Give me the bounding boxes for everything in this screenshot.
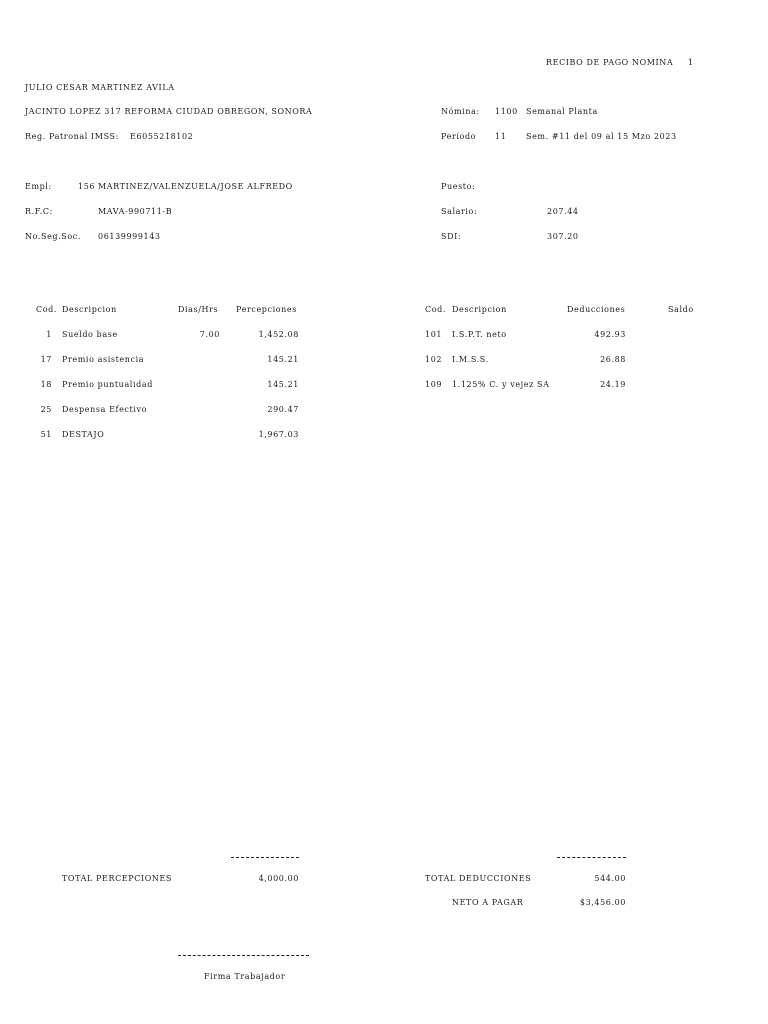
perception-amount: 145.21 [267,355,299,364]
perception-days: 7.00 [199,330,220,339]
sdi-value: 307.20 [547,232,579,241]
perceptions-header-code: Cod. [36,305,58,314]
perception-amount: 145.21 [267,380,299,389]
perceptions-header-amount: Percepciones [236,305,297,314]
total-deductions-value: 544.00 [594,874,626,883]
nss-label: No.Seg.Soc. [25,232,82,241]
deduction-description: 1.125% C. y vejez SA [452,380,550,389]
deduction-description: I.S.P.T. neto [452,330,507,339]
company-address: JACINTO LOPEZ 317 REFORMA CIUDAD OBREGON, SONORA [25,107,313,116]
deduction-code: 101 [425,330,443,339]
perception-code: 25 [40,405,52,414]
sdi-label: SDI: [441,232,462,241]
periodo-label: Período [441,132,477,141]
nomina-label: Nómina: [441,107,480,116]
page-number: 1 [688,58,694,67]
perceptions-total-divider [231,857,299,858]
employee-number: 156 [78,182,96,191]
deduction-amount: 26.88 [600,355,626,364]
nss-value: 06139999143 [98,232,161,241]
company-name: JULIO CESAR MARTINEZ AVILA [25,83,175,92]
total-perceptions-label: TOTAL PERCEPCIONES [62,874,172,883]
reg-patronal-value: E6055218102 [130,132,194,141]
deduction-amount: 24.19 [600,380,626,389]
deduction-code: 109 [425,380,443,389]
perceptions-header-days: Dias/Hrs [178,305,219,314]
deductions-total-divider [557,857,626,858]
perception-code: 17 [40,355,52,364]
deductions-header-code: Cod. [425,305,447,314]
salario-value: 207.44 [547,207,579,216]
deduction-amount: 492.93 [594,330,626,339]
deductions-header-amount: Deducciones [567,305,626,314]
perception-code: 51 [40,430,52,439]
nomina-description: Semanal Planta [526,107,598,116]
perception-description: Despensa Efectivo [62,405,148,414]
perception-description: Premio asistencia [62,355,145,364]
rfc-label: R.F.C: [25,207,53,216]
signature-label: Firma Trabajador [204,972,286,981]
perception-amount: 290.47 [267,405,299,414]
employee-name: MARTINEZ/VALENZUELA/JOSE ALFREDO [98,182,293,191]
puesto-label: Puesto: [441,182,476,191]
perception-description: Sueldo base [62,330,118,339]
signature-line [178,955,309,956]
perception-code: 18 [40,380,52,389]
total-perceptions-value: 4,000.00 [258,874,299,883]
deduction-code: 102 [425,355,443,364]
net-pay-value: $3,456.00 [579,898,626,907]
employee-label: Empl: [25,182,52,191]
periodo-description: Sem. #11 del 09 al 15 Mzo 2023 [526,132,677,141]
perception-description: DESTAJO [62,430,105,439]
perception-description: Premio puntualidad [62,380,153,389]
salario-label: Salario: [441,207,478,216]
nomina-code: 1100 [495,107,518,116]
receipt-title: RECIBO DE PAGO NOMINA [546,58,674,67]
periodo-number: 11 [495,132,507,141]
perception-amount: 1,452.08 [258,330,299,339]
deductions-header-description: Descripcion [452,305,507,314]
perception-amount: 1,967.03 [258,430,299,439]
total-deductions-label: TOTAL DEDUCCIONES [425,874,532,883]
deduction-description: I.M.S.S. [452,355,489,364]
rfc-value: MAVA-990711-B [98,207,173,216]
reg-patronal-label: Reg. Patronal IMSS: [25,132,119,141]
perceptions-header-description: Descripcion [62,305,117,314]
perception-code: 1 [46,330,52,339]
deductions-header-balance: Saldo [668,305,694,314]
net-pay-label: NETO A PAGAR [452,898,524,907]
